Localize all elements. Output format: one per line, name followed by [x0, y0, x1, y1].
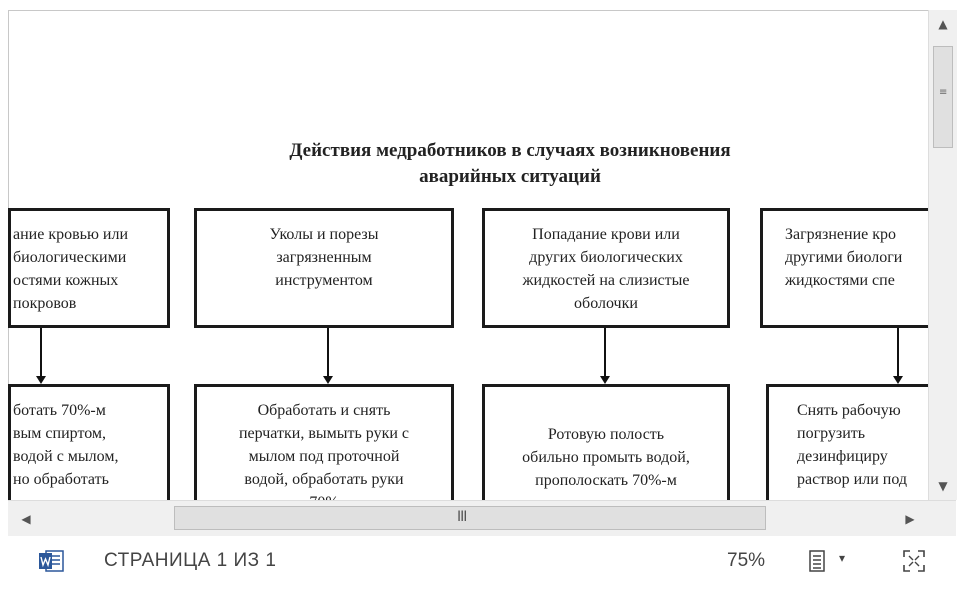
horizontal-grip-icon: III: [457, 509, 467, 525]
situation-box-cuts: Уколы и порезы загрязненным инструментом: [194, 208, 454, 328]
status-bar: [0, 536, 964, 590]
document-frame-top: [8, 10, 928, 11]
action-box-clothes: Снять рабочую погрузить дезинфициру раствор или под: [766, 384, 946, 524]
situation-box-mucosa: Попадание крови или других биологических жидкостей на слизистые оболочки: [482, 208, 730, 328]
horizontal-scroll-thumb[interactable]: [174, 506, 766, 530]
scroll-left-button[interactable]: ◀: [21, 512, 31, 526]
flow-arrow: [40, 328, 42, 382]
situation-box-skin: ание кровью или биологическими остями кожных покровов: [8, 208, 170, 328]
zoom-level[interactable]: 75%: [727, 550, 766, 571]
flow-arrow: [897, 328, 899, 382]
situation-box-clothes: Загрязнение кро другими биологи жидкостями спе: [760, 208, 940, 328]
title-line-2: аварийных ситуаций: [419, 166, 601, 187]
action-box-cuts: Обработать и снять перчатки, вымыть руки с мылом под проточной водой, обработать руки: [194, 384, 454, 524]
action-box-skin: ботать 70%-м вым спиртом, водой с мылом, но обработать: [8, 384, 170, 524]
vertical-grip-icon: ≡: [939, 87, 948, 98]
scroll-right-button[interactable]: ▶: [905, 512, 915, 526]
scroll-down-button[interactable]: ▼: [938, 479, 948, 493]
flow-arrow: [604, 328, 606, 382]
vertical-scroll-thumb[interactable]: [933, 46, 953, 148]
scroll-up-button[interactable]: ▲: [938, 17, 948, 31]
chevron-down-icon[interactable]: ▾: [839, 551, 846, 565]
action-box-mucosa: Ротовую полость обильно промыть водой, прополоскать 70%-м: [482, 384, 730, 524]
read-mode-icon[interactable]: [808, 550, 826, 572]
vertical-scrollbar[interactable]: [928, 10, 957, 500]
word-app-icon: [38, 549, 64, 573]
horizontal-scrollbar[interactable]: [8, 500, 956, 537]
flow-arrow: [327, 328, 329, 382]
page-count-status[interactable]: СТРАНИЦА 1 ИЗ 1: [104, 550, 277, 571]
title-line-1: Действия медработников в случаях возникновения: [289, 140, 731, 161]
focus-mode-icon[interactable]: [903, 550, 925, 572]
document-title: [160, 138, 860, 190]
